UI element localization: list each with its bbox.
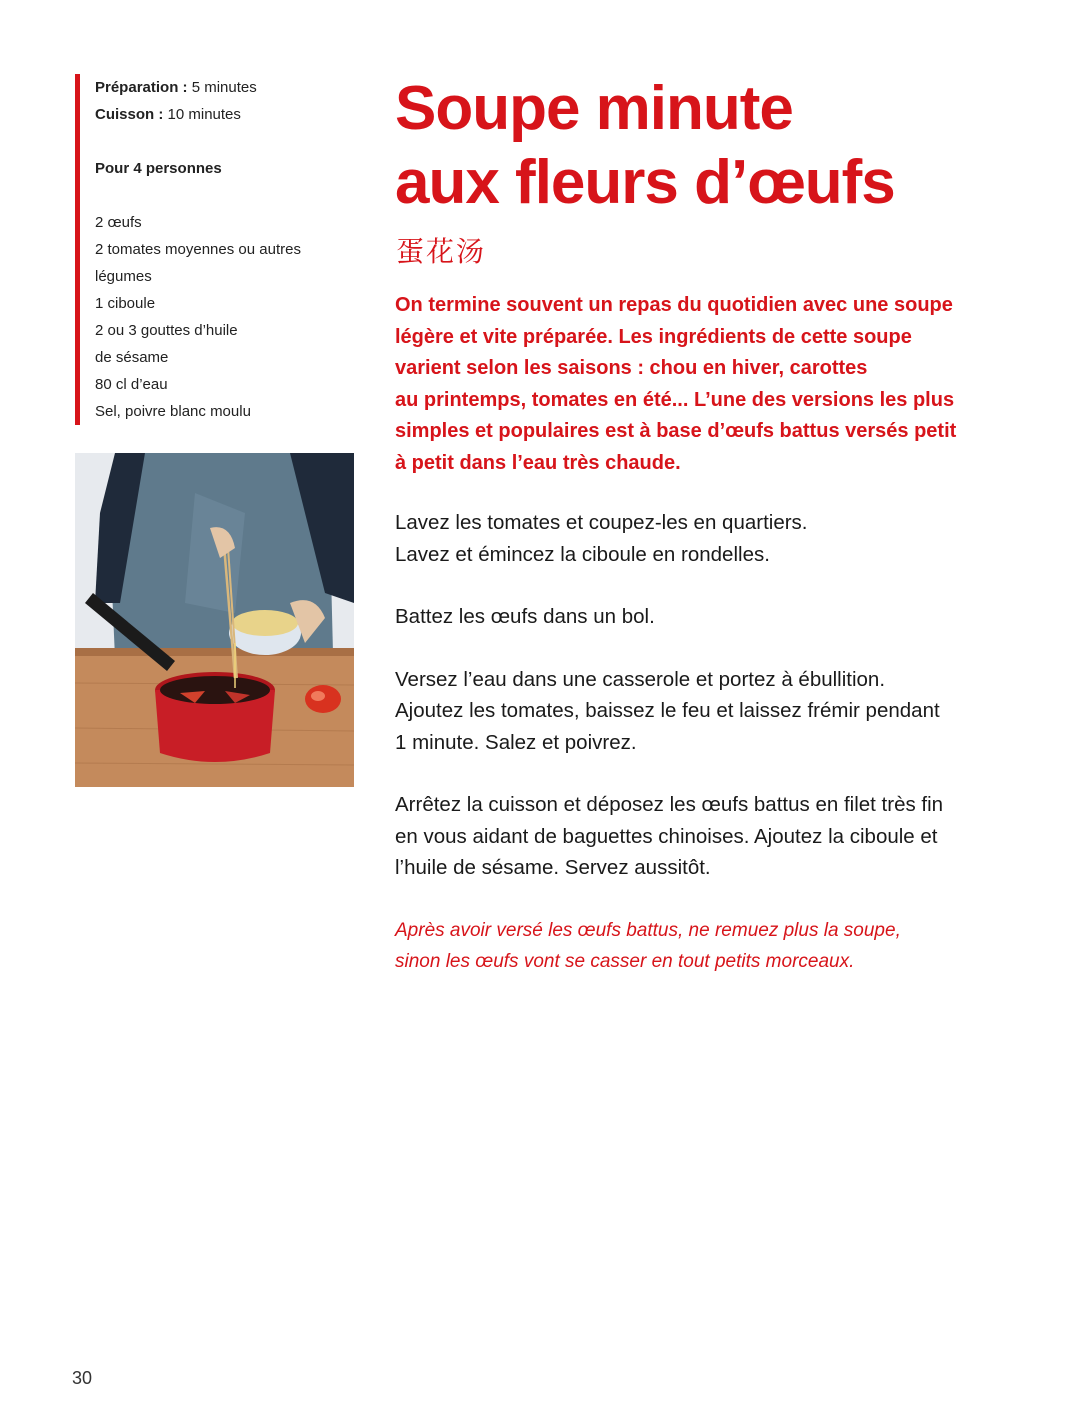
prep-time-value: 5 minutes <box>191 79 257 96</box>
recipe-intro <box>395 290 995 479</box>
step-paragraph: Arrêtez la cuisson et déposez les œufs battus en filet très fin en vous aidant de baguettes chinoises. Ajoutez la ciboule et l’huile de sésame. Servez aussitôt. <box>395 793 944 879</box>
recipe-info-sidebar <box>75 74 365 425</box>
servings: Pour 4 personnes <box>95 160 222 177</box>
ingredient-item: de sésame <box>95 349 169 366</box>
intro-line: à petit dans l’eau très chaude. <box>395 451 681 474</box>
tip-line: sinon les œufs vont se casser en tout petits morceaux. <box>395 951 855 972</box>
step-paragraph: Battez les œufs dans un bol. <box>395 605 655 628</box>
intro-line: varient selon les saisons : chou en hiver, carottes <box>395 357 868 379</box>
chinese-title: 蛋花汤 <box>396 235 487 268</box>
cook-time-value: 10 minutes <box>167 106 241 123</box>
recipe-title <box>395 72 1035 220</box>
intro-line: simples et populaires est à base d’œufs battus versés petit <box>395 420 957 442</box>
recipe-photo <box>75 453 354 787</box>
recipe-tip <box>395 915 995 977</box>
prep-time-label: Préparation : <box>95 79 188 96</box>
cook-time <box>95 101 365 128</box>
ingredient-item: 2 œufs <box>95 214 142 231</box>
ingredient-item: 80 cl d’eau <box>95 376 168 393</box>
ingredient-item: 1 ciboule <box>95 295 156 312</box>
tip-line: Après avoir versé les œufs battus, ne remuez plus la soupe, <box>395 920 901 941</box>
ingredient-item: légumes <box>95 268 152 285</box>
prep-time <box>95 74 365 101</box>
step-paragraph: Versez l’eau dans une casserole et portez à ébullition. Ajoutez les tomates, baissez le feu et laissez frémir pendant 1 minute. Salez et poivrez. <box>395 667 940 754</box>
cook-time-label: Cuisson : <box>95 106 164 123</box>
ingredient-item: 2 tomates moyennes ou autres <box>95 241 301 258</box>
ingredient-list <box>95 209 365 425</box>
page-number: 30 <box>72 1368 93 1388</box>
recipe-steps <box>395 507 1015 915</box>
ingredient-item: Sel, poivre blanc moulu <box>95 403 251 420</box>
intro-line: On termine souvent un repas du quotidien avec une soupe <box>395 294 953 316</box>
ingredient-item: 2 ou 3 gouttes d’huile <box>95 322 238 339</box>
recipe-title-line-2: aux fleurs d’œufs <box>395 148 895 217</box>
intro-line: au printemps, tomates en été... L’une des versions les plus <box>395 388 955 411</box>
step-paragraph: Lavez les tomates et coupez-les en quartiers. Lavez et émincez la ciboule en rondelles. <box>395 511 808 566</box>
recipe-title-line-1: Soupe minute <box>395 74 793 143</box>
intro-line: légère et vite préparée. Les ingrédients de cette soupe <box>395 325 912 348</box>
